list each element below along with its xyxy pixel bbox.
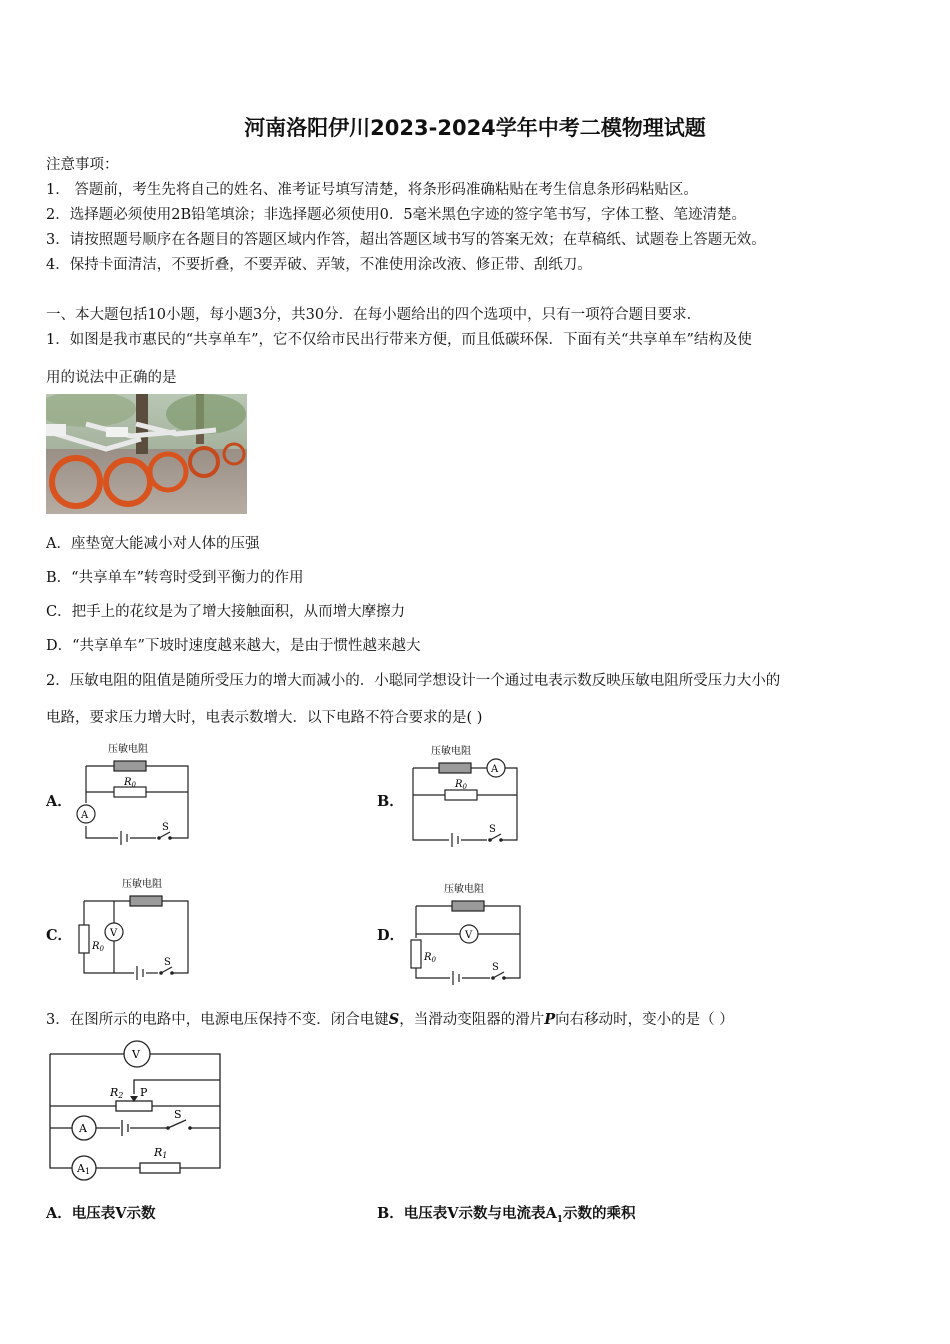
circuit-b bbox=[405, 740, 530, 848]
q3-voltmeter-label: V bbox=[132, 1048, 140, 1061]
q2-stem: 2．压敏电阻的阻值是随所受压力的增大而减小的．小聪同学想设计一个通过电表示数反映压敏电阻所受压力大小的 bbox=[46, 673, 781, 689]
r0-label: $R_0$ bbox=[92, 941, 104, 953]
q1-option-b: B．“共享单车”转弯时受到平衡力的作用 bbox=[46, 570, 304, 586]
q3-ammeter1-label: A1 bbox=[77, 1162, 91, 1176]
shared-bike-photo bbox=[46, 394, 247, 514]
q2-stem-cont: 电路，要求压力增大时，电表示数增大．以下电路不符合要求的是( ) bbox=[46, 710, 483, 726]
q1-stem-cont: 用的说法中正确的是 bbox=[46, 370, 177, 386]
notice-item: 2．选择题必须使用2B铅笔填涂；非选择题必须使用0．5毫米黑色字迹的签字笔书写，字体工整、笔迹清楚。 bbox=[46, 207, 747, 223]
circuit-d bbox=[404, 878, 529, 986]
q1-option-d: D．“共享单车”下坡时速度越来越大，是由于惯性越来越大 bbox=[46, 638, 421, 654]
section-heading: 一、本大题包括10小题，每小题3分，共30分．在每小题给出的四个选项中，只有一项符合题目要求． bbox=[46, 307, 702, 323]
voltmeter-label: V bbox=[465, 930, 473, 941]
switch-label: S bbox=[164, 957, 171, 968]
notice-heading: 注意事项： bbox=[46, 157, 119, 173]
q1-option-c: C．把手上的花纹是为了增大接触面积，从而增大摩擦力 bbox=[46, 604, 406, 620]
notice-item: 1． 答题前，考生先将自己的姓名、准考证号填写清楚，将条形码准确粘贴在考生信息条形码粘贴区。 bbox=[46, 182, 698, 198]
circuit-a bbox=[70, 738, 195, 846]
circuit-c bbox=[72, 873, 197, 981]
q3-ammeter-label: A bbox=[79, 1122, 87, 1135]
r0-label: $R_0$ bbox=[424, 952, 436, 964]
sensor-label: 压敏电阻 bbox=[122, 879, 162, 890]
q2-option-c-label: C． bbox=[46, 927, 73, 944]
voltmeter-label: V bbox=[110, 928, 118, 939]
notice-item: 4．保持卡面清洁，不要折叠，不要弄破、弄皱，不准使用涂改液、修正带、刮纸刀。 bbox=[46, 257, 592, 273]
q2-option-a-label: A． bbox=[46, 793, 72, 810]
r0-label: $R_0$ bbox=[124, 777, 136, 789]
q3-stem: 3．在图所示的电路中，电源电压保持不变．闭合电键S，当滑动变阻器的滑片P向右移动时，变小的是（ ） bbox=[46, 1011, 734, 1028]
circuit-q3 bbox=[44, 1040, 228, 1182]
switch-label: S bbox=[492, 962, 499, 973]
page-title: 河南洛阳伊川2023-2024学年中考二模物理试题 bbox=[244, 116, 706, 140]
q1-stem: 1．如图是我市惠民的“共享单车”，它不仅给市民出行带来方便，而且低碳环保．下面有关“共享单车”结构及使 bbox=[46, 332, 752, 348]
switch-label: S bbox=[162, 822, 169, 833]
r0-label: $R_0$ bbox=[455, 779, 467, 791]
q2-option-d-label: D． bbox=[377, 927, 405, 944]
q1-option-a: A．座垫宽大能减小对人体的压强 bbox=[46, 536, 260, 552]
notice-item: 3．请按照题号顺序在各题目的答题区域内作答，超出答题区域书写的答案无效；在草稿纸、试题卷上答题无效。 bbox=[46, 232, 766, 248]
q3-slider-label: P bbox=[140, 1086, 148, 1099]
sensor-label: 压敏电阻 bbox=[108, 744, 148, 755]
q3-switch-label: S bbox=[174, 1108, 182, 1121]
switch-label: S bbox=[489, 824, 496, 835]
q3-r2-label: R2 bbox=[110, 1086, 124, 1100]
sensor-label: 压敏电阻 bbox=[444, 884, 484, 895]
q3-r1-label: R1 bbox=[154, 1146, 168, 1160]
q3-option-a: A．电压表V示数 bbox=[46, 1205, 156, 1222]
ammeter-label: A bbox=[81, 810, 89, 821]
sensor-label: 压敏电阻 bbox=[431, 746, 471, 757]
q2-option-b-label: B． bbox=[377, 793, 404, 810]
q3-option-b: B．电压表V示数与电流表$A_1$示数的乘积 bbox=[377, 1205, 636, 1225]
ammeter-label: A bbox=[491, 764, 499, 775]
